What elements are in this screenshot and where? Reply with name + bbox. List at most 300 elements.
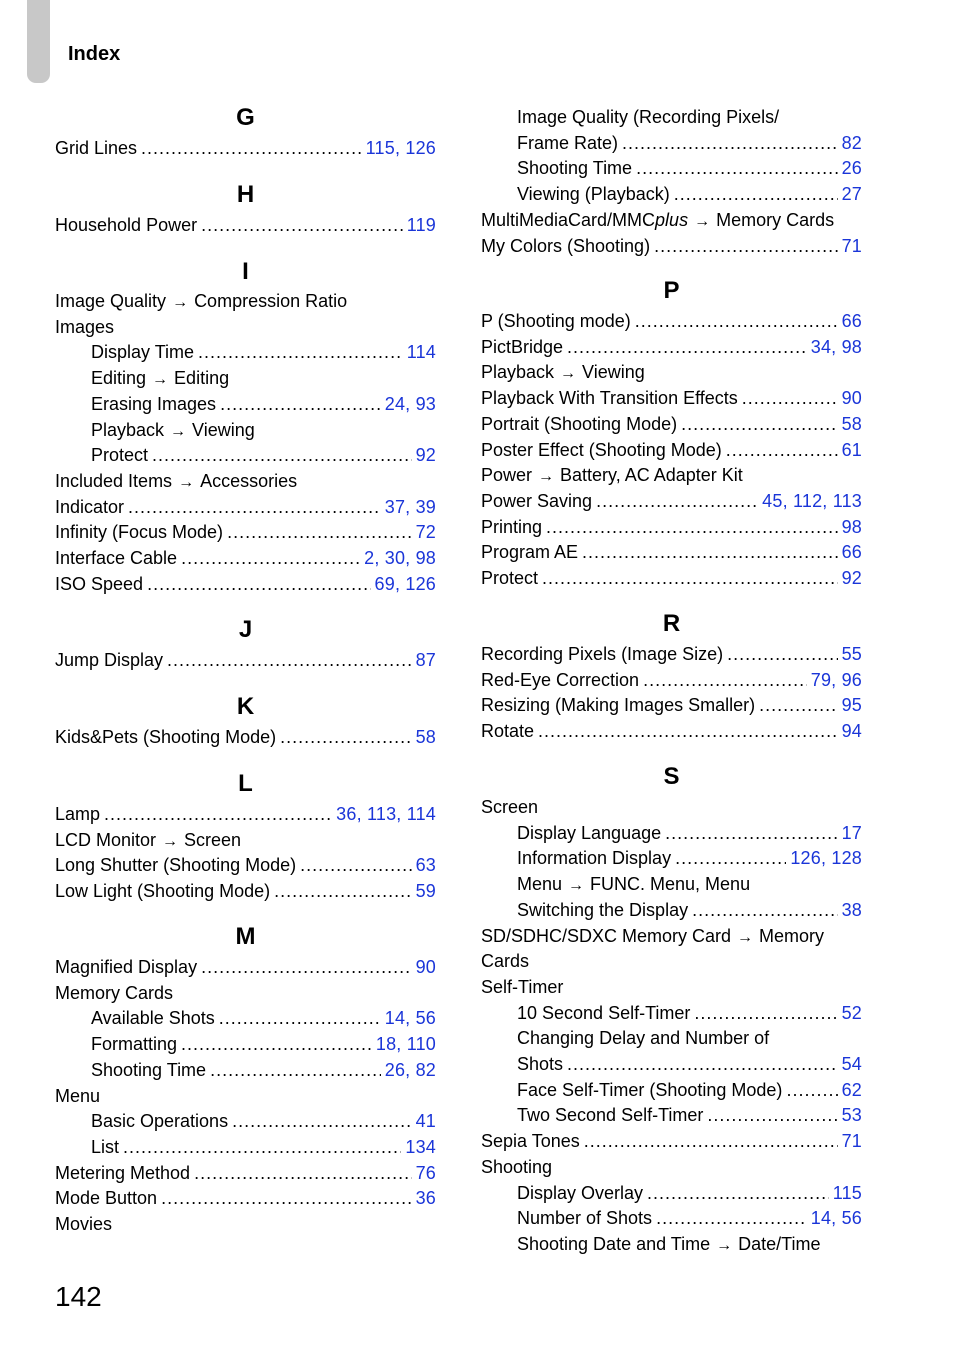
see-reference: Viewing <box>582 362 645 383</box>
entry-term-text: P (Shooting mode) <box>481 311 631 331</box>
entry-term-text: Lamp <box>55 804 101 824</box>
entry-term <box>55 1185 157 1211</box>
entry-term <box>517 1025 769 1051</box>
index-entry <box>91 1057 436 1083</box>
see-arrow-icon: → <box>162 832 179 850</box>
page-reference-link[interactable]: 14, 56 <box>384 1008 436 1029</box>
entry-term-text: Two Second Self-Timer <box>517 1105 704 1126</box>
index-entry <box>55 468 436 494</box>
page-reference-link[interactable]: 119 <box>406 215 436 235</box>
page-reference-link[interactable]: 71 <box>841 235 862 256</box>
dot-leader <box>198 339 403 365</box>
page-reference-link[interactable]: 36 <box>415 1188 436 1209</box>
see-reference: Date/Time <box>738 1233 821 1254</box>
entry-term-text: Display Overlay <box>517 1182 644 1203</box>
dot-leader <box>675 845 786 871</box>
page-reference-link[interactable]: 17 <box>841 822 862 843</box>
index-entry <box>55 801 436 827</box>
page-reference-link[interactable]: 87 <box>415 650 436 670</box>
index-entry <box>55 571 436 597</box>
entry-term <box>517 1000 690 1026</box>
index-entry <box>481 565 862 591</box>
index-entry <box>55 288 436 314</box>
page-reference-link[interactable]: 58 <box>415 727 436 747</box>
entry-term <box>55 1211 112 1237</box>
page-reference-link[interactable]: 98 <box>841 516 862 537</box>
index-entry <box>481 488 862 514</box>
entry-term-text: Included Items <box>55 470 173 491</box>
index-entry <box>481 1154 862 1180</box>
entry-term <box>517 1077 782 1103</box>
entry-term <box>55 468 297 496</box>
index-entry <box>481 539 862 565</box>
see-arrow-icon: → <box>152 371 169 389</box>
entry-term <box>517 1102 703 1128</box>
dot-leader <box>674 181 838 207</box>
dot-leader <box>727 641 837 667</box>
entry-term-italic: plus <box>655 209 689 230</box>
page-reference-link[interactable]: 59 <box>415 881 436 902</box>
index-entry <box>517 1077 862 1103</box>
entry-term-text: LCD Monitor <box>55 829 157 850</box>
see-reference: Compression Ratio <box>194 291 348 311</box>
index-entry <box>481 641 862 667</box>
entry-term-text: Infinity (Focus Mode) <box>55 522 224 543</box>
index-entry <box>481 437 862 463</box>
see-arrow-icon: → <box>568 877 585 895</box>
entry-term <box>55 980 173 1006</box>
index-entry <box>517 1205 862 1231</box>
index-entry <box>55 980 436 1006</box>
entry-term-text: Protect <box>481 568 539 588</box>
entry-term <box>481 692 755 718</box>
entry-term <box>481 948 529 974</box>
entry-term <box>481 667 639 693</box>
entry-term <box>517 1180 643 1206</box>
entry-term-text: Portrait (Shooting Mode) <box>481 413 678 434</box>
dot-leader <box>635 308 838 334</box>
entry-term-text: Printing <box>481 516 543 537</box>
index-entry <box>55 1185 436 1211</box>
index-entry <box>517 130 862 156</box>
dot-leader <box>141 135 362 161</box>
entry-term <box>55 314 114 340</box>
section-letter-r: R <box>662 610 681 637</box>
page-reference-link[interactable]: 41 <box>415 1111 436 1132</box>
entry-term <box>481 1128 580 1154</box>
see-reference: Memory <box>759 925 825 946</box>
page-reference-link[interactable]: 58 <box>841 413 862 434</box>
dot-leader <box>201 954 412 980</box>
entry-term-text: Screen <box>481 797 539 817</box>
see-arrow-icon: → <box>737 928 754 946</box>
dot-leader <box>274 878 411 904</box>
index-entry <box>517 845 862 871</box>
page-reference-link[interactable]: 24, 93 <box>384 393 436 414</box>
page-reference-link[interactable]: 2, 30, 98 <box>364 548 436 568</box>
entry-term-text: Changing Delay and Number of <box>517 1028 770 1049</box>
entry-term-text: Switching the Display <box>517 899 689 920</box>
entry-term <box>517 1051 563 1077</box>
dot-leader <box>147 571 370 597</box>
entry-term-text: Cards <box>481 951 530 972</box>
entry-term-text: Power Saving <box>481 490 593 511</box>
dot-leader <box>636 155 838 181</box>
page-reference-link[interactable]: 115, 126 <box>365 138 436 158</box>
entry-term <box>517 871 750 899</box>
page-reference-link[interactable]: 27 <box>841 184 862 205</box>
see-reference: Battery, AC Adapter Kit <box>560 465 743 486</box>
entry-term <box>481 923 824 951</box>
dot-leader <box>181 1031 372 1057</box>
index-entry <box>55 494 436 520</box>
index-entry <box>91 1134 436 1160</box>
page-reference-link[interactable]: 45, 112, 113 <box>762 490 862 511</box>
index-entry <box>55 878 436 904</box>
see-arrow-icon: → <box>560 365 577 383</box>
page-reference-link[interactable]: 61 <box>841 439 862 460</box>
entry-term <box>517 130 618 156</box>
entry-term <box>481 641 723 667</box>
index-entry <box>517 871 862 897</box>
entry-term <box>91 1005 215 1031</box>
page-header: Index <box>68 43 121 65</box>
index-entry <box>481 692 862 718</box>
dot-leader <box>582 539 838 565</box>
index-entry <box>55 647 436 673</box>
entry-term-text: Image Quality (Recording Pixels/ <box>517 107 780 127</box>
page-number: 142 <box>55 1281 102 1312</box>
entry-term-text: Jump Display <box>55 650 164 670</box>
dot-leader <box>210 1057 381 1083</box>
index-entry <box>481 359 862 385</box>
page-reference-link[interactable]: 26, 82 <box>384 1059 436 1080</box>
page-reference-link[interactable]: 26 <box>841 158 862 179</box>
entry-term-text: Frame Rate) <box>517 132 619 153</box>
index-entry <box>481 923 862 949</box>
entry-term-text: Playback <box>91 419 165 440</box>
page-reference-link[interactable]: 126, 128 <box>790 848 862 869</box>
index-entry <box>55 954 436 980</box>
entry-term <box>91 1108 228 1134</box>
index-entry <box>517 1000 862 1026</box>
page-reference-link[interactable]: 115 <box>832 1182 862 1203</box>
entry-term-text: SD/SDHC/SDXC Memory Card <box>481 925 732 946</box>
entry-term-text: Sepia Tones <box>481 1131 580 1152</box>
page-reference-link[interactable]: 82 <box>841 132 862 153</box>
entry-term <box>55 545 177 571</box>
entry-term-text: Interface Cable <box>55 548 178 568</box>
index-entry <box>55 545 436 571</box>
dot-leader <box>681 411 837 437</box>
section-letter-j: J <box>238 616 253 643</box>
dot-leader <box>742 385 838 411</box>
index-entry <box>91 417 436 443</box>
see-reference: Viewing <box>192 419 255 440</box>
index-entry <box>91 1108 436 1134</box>
page-reference-link[interactable]: 36, 113, 114 <box>336 804 436 824</box>
index-entry <box>517 104 862 130</box>
entry-term-text: Shooting <box>481 1156 553 1177</box>
entry-term-text: MultiMediaCard/MMC <box>481 209 656 230</box>
entry-term-text: Self-Timer <box>481 976 564 997</box>
entry-term-text: Mode Button <box>55 1188 158 1209</box>
dot-leader <box>128 494 381 520</box>
index-entry <box>91 339 436 365</box>
entry-term-text: Viewing (Playback) <box>517 184 670 205</box>
index-entry <box>481 514 862 540</box>
page-reference-link[interactable]: 62 <box>841 1079 862 1100</box>
entry-term-text: Red-Eye Correction <box>481 669 640 690</box>
index-entry <box>481 1128 862 1154</box>
entry-term-text: Number of Shots <box>517 1208 653 1229</box>
page-reference-link[interactable]: 71 <box>841 1131 862 1152</box>
index-entry <box>91 365 436 391</box>
page-reference-link[interactable]: 92 <box>415 445 436 466</box>
entry-term <box>481 207 834 235</box>
entry-term-text: Menu <box>55 1085 101 1106</box>
entry-term-text: Movies <box>55 1214 113 1234</box>
dot-leader <box>152 442 412 468</box>
entry-term-text: Rotate <box>481 721 535 742</box>
index-entry <box>481 948 862 974</box>
entry-term <box>481 514 542 540</box>
index-entry <box>55 1083 436 1109</box>
entry-term-text: Protect <box>91 445 149 466</box>
entry-term <box>517 181 670 207</box>
entry-term <box>55 212 197 238</box>
index-entry <box>55 314 436 340</box>
page-reference-link[interactable]: 79, 96 <box>810 669 862 690</box>
index-entry <box>517 181 862 207</box>
entry-term-text: Poster Effect (Shooting Mode) <box>481 439 722 460</box>
dot-leader <box>647 1180 829 1206</box>
index-entry <box>55 1160 436 1186</box>
entry-term <box>481 462 743 490</box>
entry-term-text: Information Display <box>517 848 672 869</box>
dot-leader <box>232 1108 412 1134</box>
entry-term-text: Playback <box>481 362 555 383</box>
entry-term <box>517 1231 820 1259</box>
entry-term-text: Shooting Date and Time <box>517 1233 711 1254</box>
index-entry <box>481 207 862 233</box>
entry-term <box>55 827 241 855</box>
index-tab-marker <box>27 0 50 83</box>
section-letter-h: H <box>236 181 255 208</box>
entry-term <box>91 365 229 393</box>
entry-term-text: Indicator <box>55 496 125 517</box>
entry-term-text: Magnified Display <box>55 957 198 977</box>
entry-term <box>481 488 592 514</box>
page-reference-link[interactable]: 114 <box>406 342 436 363</box>
see-arrow-icon: → <box>716 1236 733 1254</box>
section-letter-i: I <box>242 258 249 285</box>
page-reference-link[interactable]: 94 <box>841 721 862 742</box>
section-letter-l: L <box>238 770 253 797</box>
index-entry <box>517 1102 862 1128</box>
page-reference-link[interactable]: 38 <box>841 899 862 920</box>
entry-term-text: List <box>91 1136 120 1157</box>
entry-term-text: Metering Method <box>55 1162 191 1183</box>
dot-leader <box>707 1102 837 1128</box>
entry-term-text: Display Time <box>91 342 195 363</box>
dot-leader <box>538 718 838 744</box>
dot-leader <box>643 667 807 693</box>
page-reference-link[interactable]: 63 <box>415 855 436 876</box>
page-reference-link[interactable]: 37, 39 <box>384 496 436 517</box>
entry-term <box>481 385 738 411</box>
entry-term-text: Long Shutter (Shooting Mode) <box>55 855 297 876</box>
page-reference-link[interactable]: 18, 110 <box>375 1034 436 1055</box>
entry-term <box>55 519 223 545</box>
dot-leader <box>104 801 332 827</box>
index-entry <box>517 897 862 923</box>
page-reference-link[interactable]: 134 <box>405 1136 436 1157</box>
see-reference: FUNC. Menu, Menu <box>590 874 751 895</box>
entry-term-text: Memory Cards <box>55 982 174 1003</box>
entry-term-text: Editing <box>91 368 147 389</box>
entry-term-text: Face Self-Timer (Shooting Mode) <box>517 1079 783 1100</box>
entry-term <box>517 897 688 923</box>
entry-term-text: Formatting <box>91 1034 178 1055</box>
page-reference-link[interactable]: 34, 98 <box>810 336 862 357</box>
entry-term-text: Grid Lines <box>55 138 138 158</box>
dot-leader <box>584 1128 838 1154</box>
section-letter-s: S <box>663 763 680 790</box>
entry-term <box>55 801 100 827</box>
index-entry <box>55 212 436 238</box>
dot-leader <box>123 1134 401 1160</box>
entry-term-text: Program AE <box>481 542 579 563</box>
dot-leader <box>219 1005 381 1031</box>
entry-term-text: Erasing Images <box>91 393 217 414</box>
entry-term-text: Playback With Transition Effects <box>481 388 738 409</box>
dot-leader <box>726 437 838 463</box>
page-reference-link[interactable]: 14, 56 <box>810 1208 862 1229</box>
entry-term <box>55 1160 190 1186</box>
index-entry <box>55 724 436 750</box>
entry-term <box>55 135 137 161</box>
entry-term <box>91 442 148 468</box>
index-entry <box>91 391 436 417</box>
dot-leader <box>665 820 837 846</box>
entry-term-text: Images <box>55 316 115 337</box>
entry-term <box>55 494 124 520</box>
page-reference-link[interactable]: 53 <box>841 1105 862 1126</box>
page-reference-link[interactable]: 69, 126 <box>374 573 436 594</box>
dot-leader <box>181 545 360 571</box>
see-reference: Accessories <box>200 470 298 491</box>
dot-leader <box>692 897 837 923</box>
page-reference-link[interactable]: 72 <box>415 522 436 543</box>
entry-term-text: Shooting Time <box>517 158 633 179</box>
index-entry <box>481 794 862 820</box>
index-entry <box>91 1031 436 1057</box>
entry-term <box>481 411 677 437</box>
index-entry <box>517 1025 862 1051</box>
entry-term <box>55 954 197 980</box>
entry-term <box>481 974 563 1000</box>
index-entry <box>481 233 862 259</box>
entry-term <box>91 1057 206 1083</box>
index-entry <box>481 411 862 437</box>
index-entry <box>481 974 862 1000</box>
index-entry <box>481 385 862 411</box>
page-reference-link[interactable]: 66 <box>841 542 862 563</box>
page-reference-link[interactable]: 90 <box>841 388 862 409</box>
index-entry <box>517 1180 862 1206</box>
dot-leader <box>300 852 411 878</box>
entry-term <box>55 571 143 597</box>
entry-term <box>91 339 194 365</box>
index-entry <box>55 852 436 878</box>
page-reference-link[interactable]: 54 <box>841 1054 862 1074</box>
index-entry <box>481 308 862 334</box>
page-reference-link[interactable]: 55 <box>841 644 862 664</box>
entry-term <box>91 417 255 445</box>
entry-term <box>481 539 578 565</box>
index-entry <box>517 1051 862 1077</box>
index-entry <box>55 827 436 853</box>
entry-term-text: Power <box>481 465 533 486</box>
index-entry <box>517 155 862 181</box>
entry-term <box>91 1031 177 1057</box>
entry-term-text: PictBridge <box>481 336 564 357</box>
index-entry <box>55 519 436 545</box>
page-reference-link[interactable]: 92 <box>841 568 862 588</box>
entry-term <box>481 359 645 387</box>
entry-term <box>517 1205 652 1231</box>
entry-term <box>517 820 661 846</box>
entry-term <box>55 288 347 316</box>
entry-term <box>55 852 296 878</box>
entry-term <box>55 724 276 750</box>
dot-leader <box>786 1077 837 1103</box>
entry-term-text: Available Shots <box>91 1008 215 1029</box>
index-entry <box>481 462 862 488</box>
section-letter-p: P <box>663 277 680 304</box>
dot-leader <box>567 1051 838 1077</box>
index-entry <box>517 820 862 846</box>
page-reference-link[interactable]: 76 <box>415 1162 436 1183</box>
page-reference-link[interactable]: 90 <box>415 957 436 977</box>
entry-term <box>517 155 632 181</box>
entry-term-text: My Colors (Shooting) <box>481 235 651 256</box>
entry-term <box>481 334 563 360</box>
dot-leader <box>280 724 411 750</box>
entry-term <box>481 718 534 744</box>
page-reference-link[interactable]: 95 <box>841 695 862 716</box>
page-reference-link[interactable]: 52 <box>841 1002 862 1023</box>
dot-leader <box>201 212 403 238</box>
entry-term <box>481 437 722 463</box>
entry-term-text: Kids&Pets (Shooting Mode) <box>55 727 277 747</box>
dot-leader <box>694 1000 837 1026</box>
dot-leader <box>654 233 838 259</box>
entry-term <box>517 845 671 871</box>
entry-term <box>517 104 779 130</box>
page-reference-link[interactable]: 66 <box>841 311 862 331</box>
see-arrow-icon: → <box>538 468 555 486</box>
entry-term-text: Household Power <box>55 215 198 235</box>
dot-leader <box>546 514 838 540</box>
index-entry <box>55 1211 436 1237</box>
entry-term <box>91 1134 119 1160</box>
entry-term-text: Display Language <box>517 822 662 843</box>
entry-term-text: Recording Pixels (Image Size) <box>481 644 724 664</box>
dot-leader <box>220 391 381 417</box>
dot-leader <box>567 334 807 360</box>
